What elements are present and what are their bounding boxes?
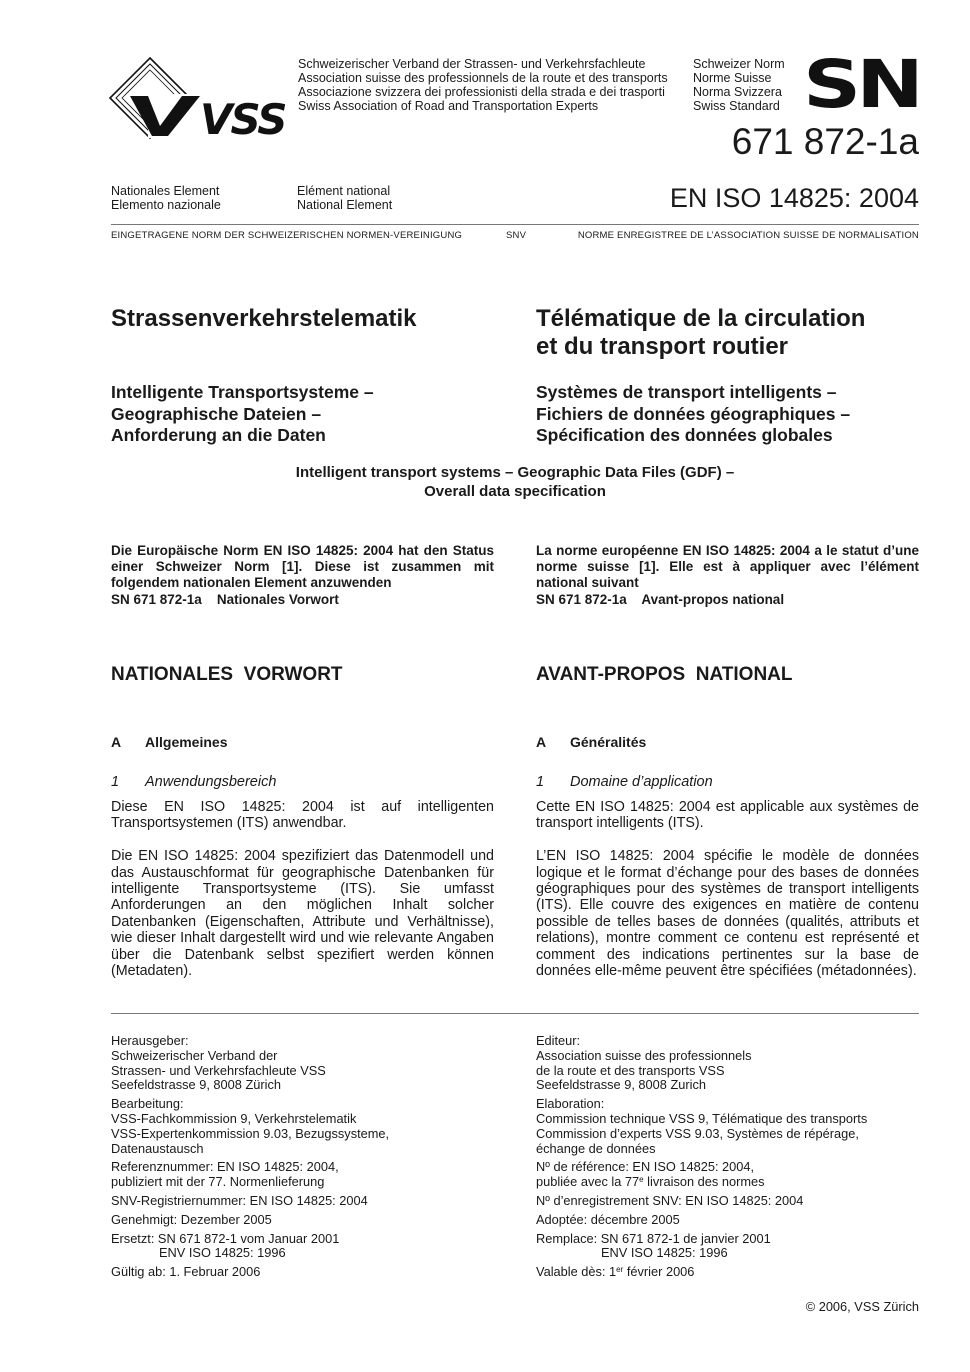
imprint-editing: [111, 1097, 494, 1156]
title-en: [111, 464, 919, 501]
imprint-line: Remplace: SN 671 872-1 de janvier 2001: [536, 1230, 771, 1246]
subsection-number: 1: [111, 774, 120, 790]
section-a-fr: [536, 734, 919, 751]
imprint-line: VSS-Expertenkommission 9.03, Bezugssysteme,: [111, 1125, 390, 1141]
imprint-approved: Genehmigt: Dezember 2005: [111, 1211, 272, 1227]
norm-line: Norme Suisse: [693, 71, 772, 85]
intro-fr: [536, 543, 919, 608]
title-fr: [536, 305, 919, 361]
subtitle-line: Intelligente Transportsysteme –: [111, 382, 374, 402]
subsection-1-fr: [536, 774, 919, 791]
standard-number: 671 872-1a: [731, 121, 919, 162]
subtitle-line: Spécification des données globales: [536, 425, 833, 445]
subtitle-line: Geographische Dateien –: [111, 403, 322, 424]
section-letter: A: [111, 734, 122, 750]
registry-left: EINGETRAGENE NORM DER SCHWEIZERISCHEN NORMEN-VEREINIGUNG: [111, 230, 463, 241]
header-divider: [111, 224, 919, 225]
imprint-line: Association suisse des professionnels: [536, 1047, 752, 1063]
norm-type-list: [693, 57, 785, 113]
imprint-replaces: [111, 1232, 494, 1262]
body-de: [111, 799, 494, 996]
imprint-line: février 2006: [623, 1264, 695, 1280]
intro-fr-text: La norme européenne EN ISO 14825: 2004 a le statut d’une norme suisse [1]. Elle est à appliquer avec l’élément national suivant: [536, 543, 919, 591]
imprint-divider: [111, 1013, 919, 1014]
association-line: Schweizerischer Verband der Strassen- und Verkehrsfachleute: [298, 57, 646, 71]
imprint-line: Ersetzt: SN 671 872-1 vom Januar 2001: [111, 1230, 340, 1246]
imprint-fr: [536, 1034, 919, 1284]
association-line: Swiss Association of Road and Transportation Experts: [298, 99, 599, 113]
element-label: Nationales Element: [111, 184, 220, 198]
title-fr-line: Télématique de la circulation: [536, 305, 866, 332]
intro-de-ref: SN 671 872-1a Nationales Vorwort: [111, 591, 339, 607]
imprint-line: VSS-Fachkommission 9, Verkehrstelematik: [111, 1110, 357, 1126]
imprint-line: Herausgeber:: [111, 1033, 189, 1048]
imprint-valid: Gültig ab: 1. Februar 2006: [111, 1264, 261, 1280]
imprint-valid: [536, 1265, 919, 1280]
imprint-editing: [536, 1097, 919, 1156]
svg-text:VSS: VSS: [200, 95, 286, 140]
subtitle-line: Systèmes de transport intelligents –: [536, 382, 837, 402]
norm-line: Schweizer Norm: [693, 57, 785, 71]
en-iso-reference: EN ISO 14825: 2004: [669, 183, 919, 213]
intro-de-text: Die Europäische Norm EN ISO 14825: 2004 hat den Status einer Schweizer Norm [1]. Diese ist zusammen mit folgendem nationalen Element anzuwenden: [111, 543, 494, 591]
imprint-line: Valable dès: 1: [536, 1264, 617, 1280]
heading-de: NATIONALES VORWORT: [111, 664, 343, 685]
imprint-snv: SNV-Registriernummer: EN ISO 14825: 2004: [111, 1192, 368, 1208]
registry-right: NORME ENREGISTREE DE L’ASSOCIATION SUISSE DE NORMALISATION: [577, 230, 919, 241]
imprint-line: Datenaustausch: [111, 1140, 204, 1156]
paragraph: Diese EN ISO 14825: 2004 ist auf intelligenten Transportsystemen (ITS) anwendbar.: [111, 799, 494, 832]
element-label: National Element: [297, 198, 393, 212]
imprint-line: Elaboration:: [536, 1096, 605, 1112]
imprint-approved: Adoptée: décembre 2005: [536, 1211, 680, 1227]
imprint-line: livraison des normes: [643, 1174, 765, 1190]
svg-text:SN: SN: [803, 57, 919, 109]
imprint-line: Commission technique VSS 9, Télématique des transports: [536, 1110, 868, 1126]
subsection-1-de: [111, 774, 494, 791]
imprint-line: publiziert mit der 77. Normenlieferung: [111, 1174, 325, 1190]
intro-fr-ref: SN 671 872-1a Avant-propos national: [536, 591, 785, 607]
vss-logo: [108, 56, 290, 140]
norm-line: Swiss Standard: [693, 99, 780, 113]
imprint-line: Seefeldstrasse 9, 8008 Zurich: [536, 1077, 707, 1093]
title-fr-line: et du transport routier: [536, 333, 789, 360]
element-label-left: [111, 184, 221, 212]
subsection-number: 1: [536, 774, 545, 790]
imprint-de: [111, 1034, 494, 1284]
title-en-line: Intelligent transport systems – Geographic Data Files (GDF) –: [295, 464, 735, 481]
association-line: Associazione svizzera dei professionisti della strada e dei trasporti: [298, 85, 665, 99]
association-line: Association suisse des professionnels de la route et des transports: [298, 71, 668, 85]
imprint-line: Editeur:: [536, 1033, 581, 1048]
subtitle-de: [111, 382, 494, 447]
subtitle-fr: [536, 382, 919, 447]
imprint-reference: [536, 1160, 919, 1190]
imprint-reference: [111, 1160, 494, 1190]
paragraph: Cette EN ISO 14825: 2004 est applicable aux systèmes de transport intelligents (ITS).: [536, 799, 919, 832]
element-label: Elemento nazionale: [111, 198, 221, 212]
imprint-line: Bearbeitung:: [111, 1096, 184, 1112]
heading-fr: AVANT-PROPOS NATIONAL: [536, 664, 793, 685]
norm-line: Norma Svizzera: [693, 85, 782, 99]
imprint-line: Schweizerischer Verband der: [111, 1047, 278, 1063]
imprint-line: Strassen- und Verkehrsfachleute VSS: [111, 1062, 326, 1078]
paragraph: Die EN ISO 14825: 2004 spezifiziert das Datenmodell und das Austauschformat für geographische Datenbanken für intelligente Transportsysteme (ITS). Sie umfasst Anforderungen an den möglichen Inhalt solcher Datenbanken (Eigenschaften, Attribute und Verhältnisse), wie dieser Inhalt dargestellt wird und wie relevante Angaben über die Datenbank selbst spezifiert werden können (Metadaten).: [111, 848, 494, 980]
title-de: Strassenverkehrstelematik: [111, 305, 417, 332]
section-a-de: [111, 734, 494, 751]
element-label: Elément national: [297, 184, 391, 198]
subtitle-line: Anforderung an die Daten: [111, 425, 326, 445]
imprint-line: Seefeldstrasse 9, 8008 Zürich: [111, 1077, 282, 1093]
imprint-line: de la route et des transports VSS: [536, 1062, 725, 1078]
title-en-line: Overall data specification: [424, 482, 606, 500]
imprint-replaces: [536, 1232, 919, 1262]
body-fr: [536, 799, 919, 996]
association-names: [298, 57, 668, 113]
subtitle-line: Fichiers de données géographiques –: [536, 403, 851, 424]
sn-logo: [803, 57, 919, 109]
subsection-title: Anwendungsbereich: [145, 774, 277, 790]
imprint-line: publiée avec la 77: [536, 1174, 640, 1190]
intro-de: [111, 543, 494, 608]
vss-logo-text: [200, 95, 286, 140]
element-label-right: [297, 184, 392, 212]
section-title: Allgemeines: [145, 734, 228, 750]
copyright: © 2006, VSS Zürich: [805, 1299, 919, 1314]
subsection-title: Domaine d’application: [570, 774, 713, 790]
superscript: er: [616, 1265, 624, 1275]
paragraph: L’EN ISO 14825: 2004 spécifie le modèle de données logique et le format d’échange pour des bases de données géographiques pour des systèmes de transport intelligents (ITS). Elle couvre des exigences en matière de contenu possible de telles bases de données (qualités, attributs et relations), montre comment ce contenu est représenté et comment des indications pertinentes sur la base de données elle-même peuvent être spécifiées (métadonnées).: [536, 848, 919, 980]
imprint-line: Referenznummer: EN ISO 14825: 2004,: [111, 1159, 339, 1175]
superscript: e: [639, 1175, 644, 1185]
imprint-snv: Nº d’enregistrement SNV: EN ISO 14825: 2004: [536, 1192, 804, 1208]
section-letter: A: [536, 734, 547, 750]
imprint-line: ENV ISO 14825: 1996: [601, 1245, 728, 1261]
section-title: Généralités: [570, 734, 647, 750]
imprint-line: Nº de référence: EN ISO 14825: 2004,: [536, 1159, 755, 1175]
imprint-publisher: [111, 1034, 494, 1093]
imprint-line: Commission d’experts VSS 9.03, Systèmes de répérage,: [536, 1125, 859, 1141]
registry-mid: SNV: [506, 230, 527, 241]
imprint-line: échange de données: [536, 1140, 656, 1156]
imprint-publisher: [536, 1034, 919, 1093]
imprint-line: ENV ISO 14825: 1996: [159, 1245, 286, 1261]
